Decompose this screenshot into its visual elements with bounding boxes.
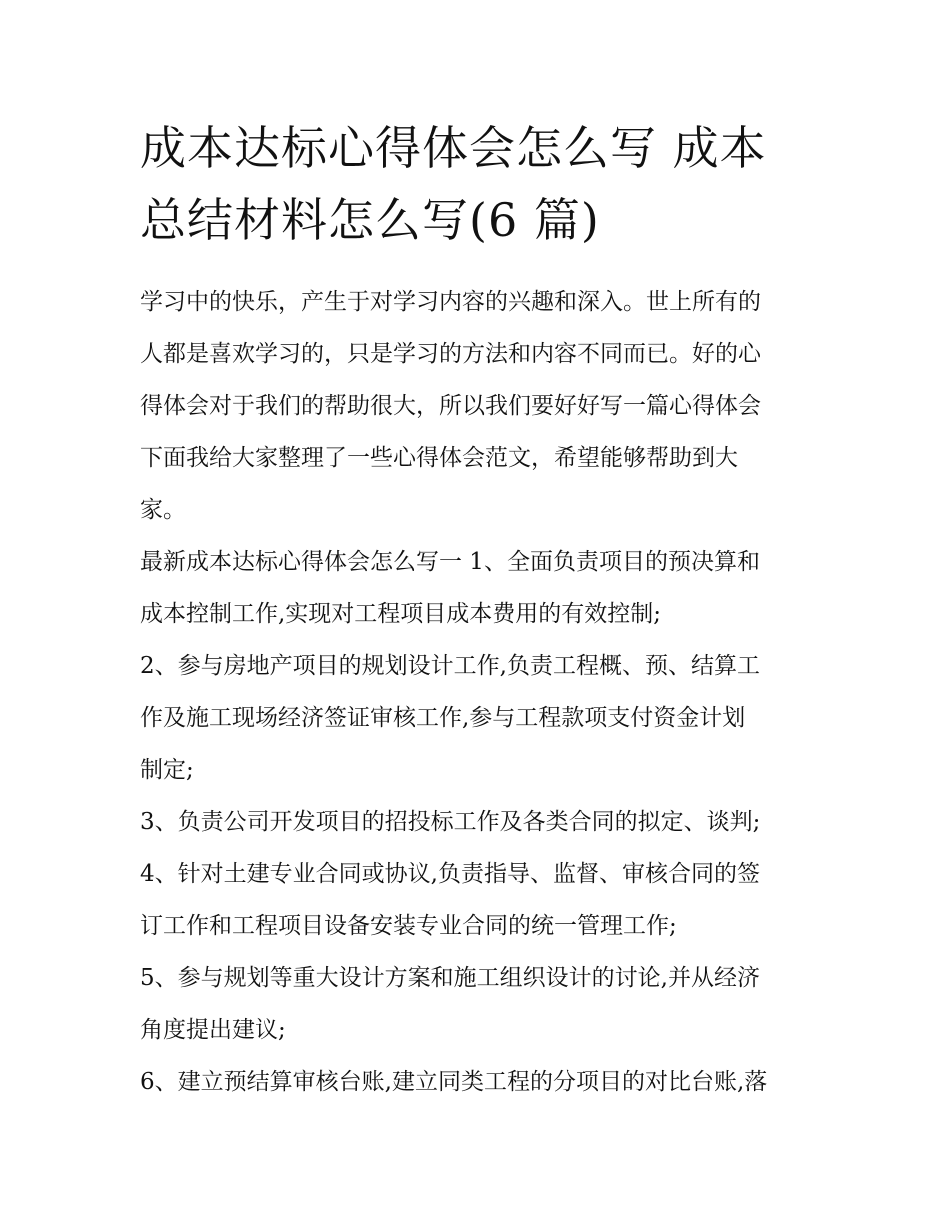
text-line: 人都是喜欢学习的，只是学习的方法和内容不同而已。好的心 — [140, 341, 761, 367]
document-body — [140, 276, 820, 1108]
text-line: 学习中的快乐，产生于对学习内容的兴趣和深入。世上所有的 — [140, 289, 761, 315]
list-item-paragraph — [140, 796, 820, 848]
text-line: 订工作和工程项目设备安装专业合同的统一管理工作; — [140, 913, 677, 939]
text-line: 2、参与房地产项目的规划设计工作,负责工程概、预、结算工 — [140, 653, 760, 679]
text-line: 家。 — [140, 497, 186, 523]
text-line: 得体会对于我们的帮助很大，所以我们要好好写一篇心得体会 — [140, 393, 761, 419]
list-item-paragraph — [140, 952, 820, 1056]
title-line: 成本达标心得体会怎么写 成本 — [140, 121, 767, 175]
text-line: 下面我给大家整理了一些心得体会范文，希望能够帮助到大 — [140, 445, 738, 471]
section-paragraph — [140, 536, 820, 640]
text-line: 成本控制工作,实现对工程项目成本费用的有效控制; — [140, 601, 662, 627]
text-line: 最新成本达标心得体会怎么写一 1、全面负责项目的预决算和 — [140, 549, 760, 575]
text-line: 5、参与规划等重大设计方案和施工组织设计的讨论,并从经济 — [140, 965, 760, 991]
text-line: 角度提出建议; — [140, 1017, 286, 1043]
text-line: 作及施工现场经济签证审核工作,参与工程款项支付资金计划 — [140, 705, 746, 731]
text-line: 4、针对土建专业合同或协议,负责指导、监督、审核合同的签 — [140, 861, 760, 887]
title-line: 总结材料怎么写(6 篇) — [140, 193, 600, 247]
document-title — [140, 112, 820, 256]
text-line: 3、负责公司开发项目的招投标工作及各类合同的拟定、谈判; — [140, 809, 761, 835]
list-item-paragraph — [140, 848, 820, 952]
list-item-paragraph — [140, 640, 820, 796]
list-item-paragraph — [140, 1056, 820, 1108]
text-line: 6、建立预结算审核台账,建立同类工程的分项目的对比台账,落 — [140, 1069, 768, 1095]
text-line: 制定; — [140, 757, 194, 783]
intro-paragraph — [140, 276, 820, 536]
